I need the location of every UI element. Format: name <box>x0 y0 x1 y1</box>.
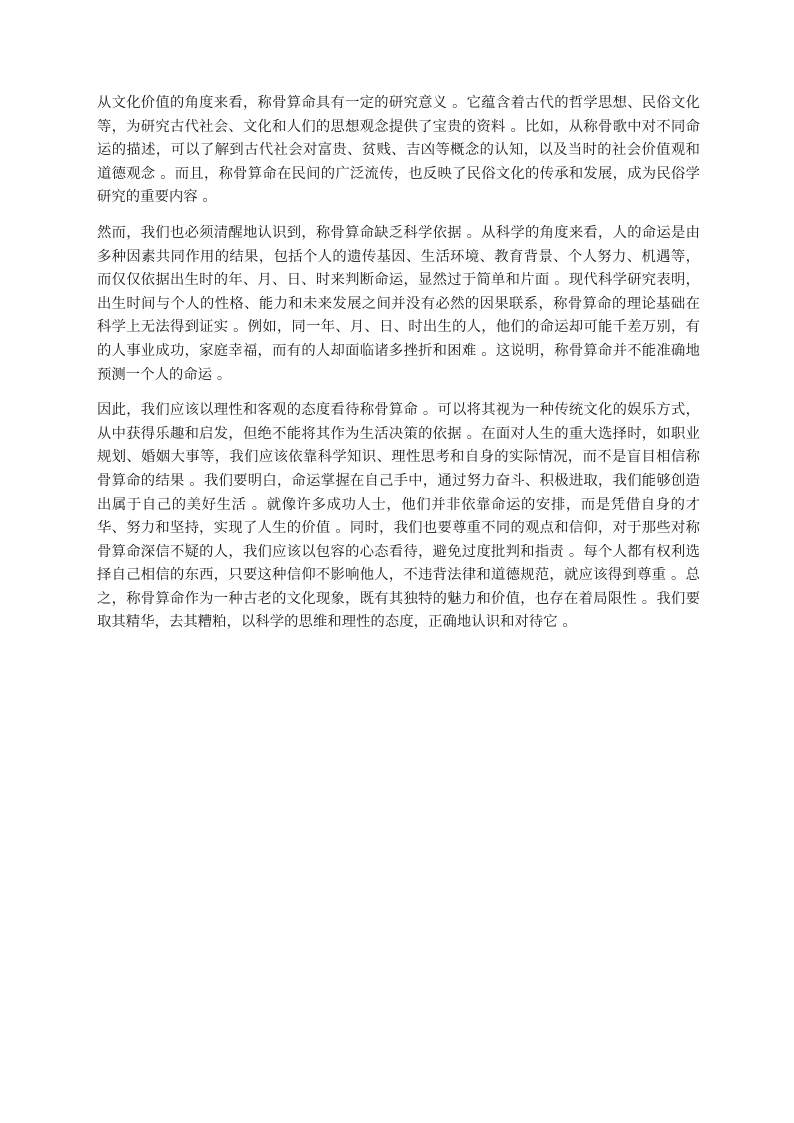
paragraph-cultural-value: 从文化价值的角度来看，称骨算命具有一定的研究意义 。它蕴含着古代的哲学思想、民俗文化等，为研究古代社会、文化和人们的思想观念提供了宝贵的资料 。比如，从称骨歌中对不同命运的描述，可以了解到古代社会对富贵、贫贱、吉凶等概念的认知，以及当时的社会价值观和道德观念 。而且，称骨算命在民间的广泛流传，也反映了民俗文化的传承和发展，成为民俗学研究的重要内容 。 <box>97 95 700 206</box>
document-body <box>97 92 700 647</box>
paragraph-rational-attitude: 因此，我们应该以理性和客观的态度看待称骨算命 。可以将其视为一种传统文化的娱乐方式，从中获得乐趣和启发，但绝不能将其作为生活决策的依据 。在面对人生的重大选择时，如职业规划、婚姻大事等，我们应该依靠科学知识、理性思考和自身的实际情况，而不是盲目相信称骨算命的结果 。我们要明白，命运掌握在自己手中，通过努力奋斗、积极进取，我们能够创造出属于自己的美好生活 。就像许多成功人士，他们并非依靠命运的安排，而是凭借自身的才华、努力和坚持，实现了人生的价值 。同时，我们也要尊重不同的观点和信仰，对于那些对称骨算命深信不疑的人，我们应该以包容的心态看待，避免过度批判和指责 。每个人都有权利选择自己相信的东西，只要这种信仰不影响他人，不违背法律和道德规范，就应该得到尊重 。总之，称骨算命作为一种古老的文化现象，既有其独特的魅力和价值，也存在着局限性 。我们要取其精华，去其糟粕，以科学的思维和理性的态度，正确地认识和对待它 。 <box>97 402 700 631</box>
paragraph-lack-of-science: 然而，我们也必须清醒地认识到，称骨算命缺乏科学依据 。从科学的角度来看，人的命运是由多种因素共同作用的结果，包括个人的遗传基因、生活环境、教育背景、个人努力、机遇等，而仅仅依据出生时的年、月、日、时来判断命运，显然过于简单和片面 。现代科学研究表明，出生时间与个人的性格、能力和未来发展之间并没有必然的因果联系，称骨算命的理论基础在科学上无法得到证实 。例如，同一年、月、日、时出生的人，他们的命运却可能千差万别，有的人事业成功，家庭幸福，而有的人却面临诸多挫折和困难 。这说明，称骨算命并不能准确地预测一个人的命运 。 <box>97 224 700 383</box>
